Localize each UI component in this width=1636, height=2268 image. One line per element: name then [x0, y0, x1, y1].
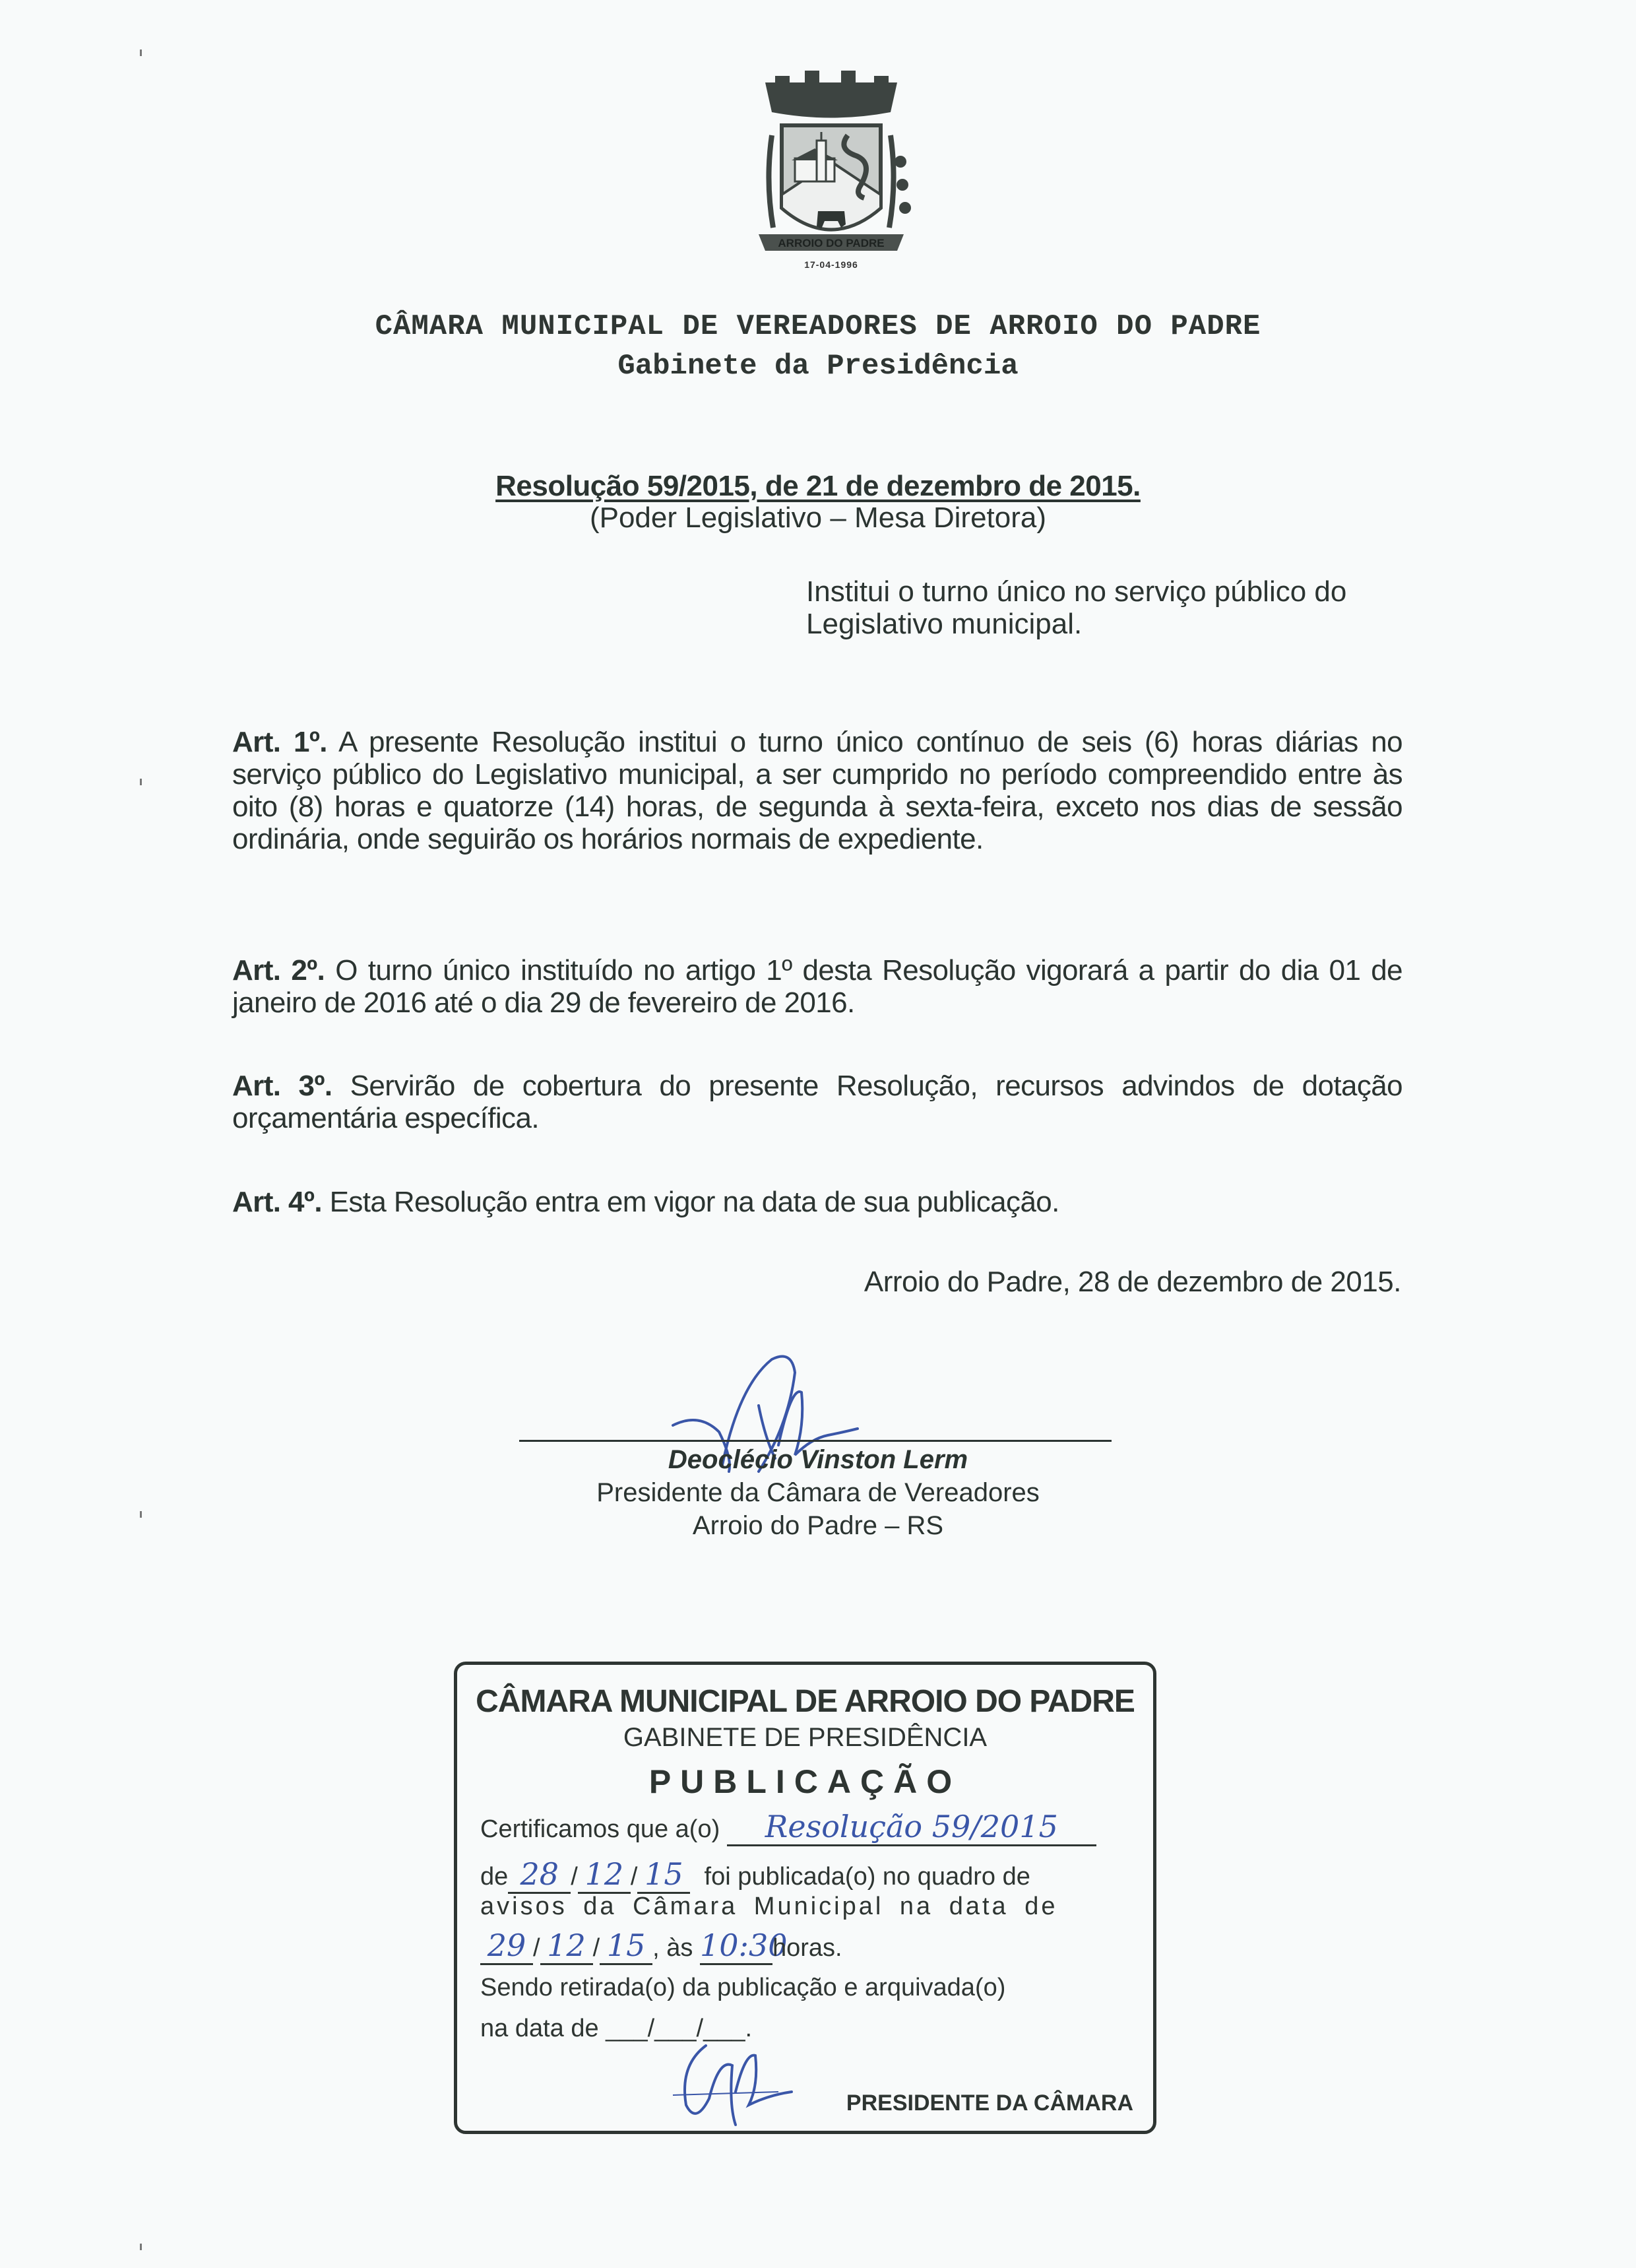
stamp-removal-date-field: ___/___/___. [606, 2015, 753, 2042]
handwritten-time: 10:30 [699, 1928, 788, 1963]
stamp-certify-line [480, 1809, 1133, 1846]
stamp-time-field [699, 1928, 788, 1965]
stamp-de-prefix: de [480, 1863, 509, 1891]
article-label: Art. 1º. [232, 726, 327, 758]
margin-mark [140, 49, 142, 56]
margin-mark [140, 779, 142, 785]
stamp-doc-year-field [637, 1856, 690, 1894]
emblem-ribbon-text: ARROIO DO PADRE [778, 237, 885, 249]
stamp-avisos-line: avisos da Câmara Municipal na data de [480, 1893, 1058, 1920]
stamp-na-data-text: na data de [480, 2015, 599, 2042]
handwritten-pub-year: 15 [606, 1928, 646, 1963]
signer-role: Presidente da Câmara de Vereadores [596, 1478, 1040, 1507]
stamp-retirada-line: Sendo retirada(o) da publicação e arquivada(o) [480, 1974, 1006, 2001]
stamp-date-line: de 28 / 12 / 15 foi publicada(o) no quadro de [480, 1856, 1133, 1894]
stamp-institution: CÂMARA MUNICIPAL DE ARROIO DO PADRE [476, 1684, 1135, 1719]
article-text: O turno único instituído no artigo 1º desta Resolução vigorará a partir do dia 01 de janeiro de 2016 até o dia 29 de fevereiro de 2016. [232, 954, 1402, 1019]
article-label: Art. 4º. [232, 1186, 322, 1218]
article-2 [232, 954, 1402, 1019]
handwritten-pub-month: 12 [547, 1928, 586, 1963]
stamp-doc-day-field [508, 1856, 571, 1894]
margin-mark [140, 1511, 142, 1518]
place-date: Arroio do Padre, 28 de dezembro de 2015. [864, 1266, 1401, 1298]
office-header: Gabinete da Presidência [617, 350, 1019, 383]
handwritten-day: 28 [520, 1856, 559, 1892]
stamp-signer-label: PRESIDENTE DA CÂMARA [846, 2090, 1133, 2116]
article-4 [232, 1186, 1402, 1218]
margin-mark [140, 2244, 142, 2250]
handwritten-pub-day: 29 [487, 1928, 526, 1963]
stamp-pub-year-field [600, 1928, 652, 1965]
stamp-pub-day-field [480, 1928, 533, 1965]
stamp-horas-text: horas. [772, 1934, 842, 1962]
stamp-as-text: às [666, 1934, 693, 1962]
document-subtitle: (Poder Legislativo – Mesa Diretora) [589, 502, 1047, 534]
signer-location: Arroio do Padre – RS [692, 1511, 944, 1540]
stamp-pub-month-field [540, 1928, 593, 1965]
stamp-published-text: foi publicada(o) no quadro de [704, 1863, 1030, 1891]
stamp-doc-month-field [578, 1856, 631, 1894]
signer-name: Deoclécio Vinston Lerm [668, 1445, 968, 1474]
stamp-pub-date-line: 29 / 12 / 15 , às 10:30horas. [480, 1928, 1133, 1965]
article-text: A presente Resolução institui o turno único contínuo de seis (6) horas diárias no serviço público do Legislativo municipal, a ser cumprido no período compreendido entre às oito (8) horas e quatorze (14) horas, de segunda à sexta-feira, exceto nos dias de sessão ordinária, onde seguirão os horários normais de expediente. [232, 726, 1403, 855]
handwritten-document-name: Resolução 59/2015 [765, 1809, 1058, 1844]
emblem-founding-date: 17-04-1996 [804, 259, 858, 270]
document-ementa: Institui o turno único no serviço público do Legislativo municipal. [806, 575, 1347, 640]
handwritten-month: 12 [584, 1856, 624, 1892]
document-title: Resolução 59/2015, de 21 de dezembro de 2015. [495, 470, 1141, 502]
signature-line [519, 1440, 1112, 1442]
article-label: Art. 3º. [232, 1070, 332, 1102]
stamp-office: GABINETE DE PRESIDÊNCIA [623, 1723, 988, 1752]
article-1 [232, 726, 1402, 855]
stamp-handwritten-signature-icon [660, 2026, 818, 2131]
institution-header: CÂMARA MUNICIPAL DE VEREADORES DE ARROIO DO PADRE [375, 310, 1261, 343]
municipal-coat-of-arms-icon [732, 63, 930, 271]
article-3 [232, 1070, 1402, 1134]
article-label: Art. 2º. [232, 954, 325, 987]
handwritten-year: 15 [645, 1856, 683, 1892]
stamp-document-field [727, 1809, 1096, 1846]
stamp-certify-prefix: Certificamos que a(o) [480, 1815, 720, 1843]
article-text: Servirão de cobertura do presente Resolução, recursos advindos de dotação orçamentária específica. [232, 1070, 1402, 1134]
article-text: Esta Resolução entra em vigor na data de sua publicação. [321, 1186, 1059, 1218]
stamp-heading: PUBLICAÇÃO [648, 1763, 962, 1800]
